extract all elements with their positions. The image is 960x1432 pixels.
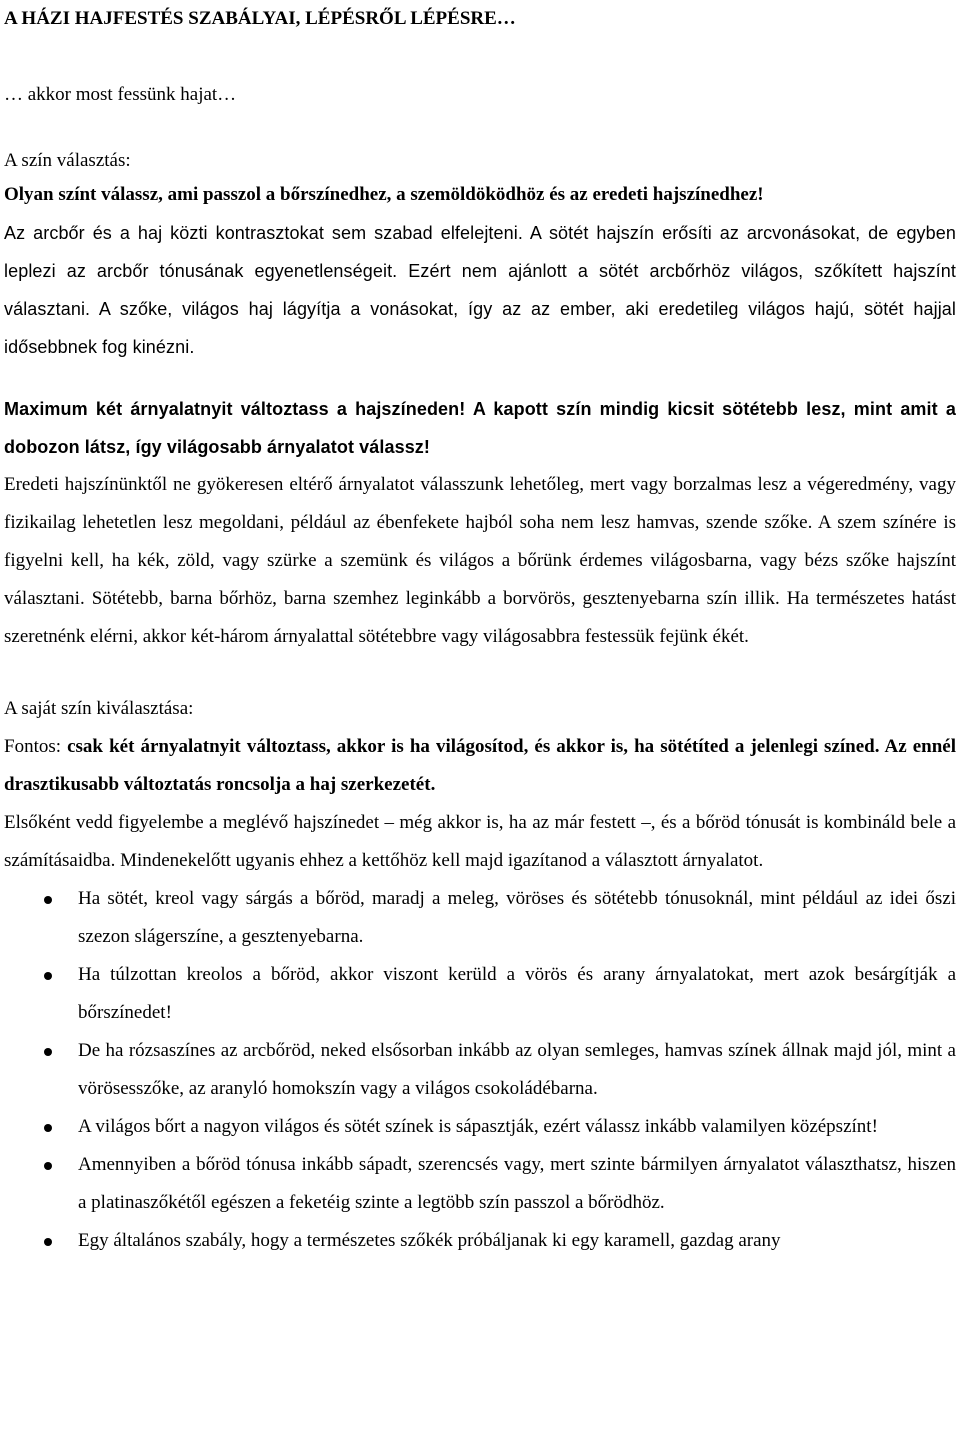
section-heading-color-choice: A szín választás: xyxy=(4,150,131,171)
bullet-icon xyxy=(44,1162,52,1170)
important-paragraph xyxy=(4,728,956,804)
first-consider-paragraph: Elsőként vedd figyelembe a meglévő hajszínedet – még akkor is, ha az már festett –, és a bőröd tónusát is kombináld bele a számításaidba. Mindenekelőtt ugyanis ehhez a kettőhöz kell majd igazítanod a választott árnyalatot. xyxy=(4,812,956,871)
bullet-icon xyxy=(44,1238,52,1246)
contrast-paragraph: Az arcbőr és a haj közti kontrasztokat sem szabad elfelejteni. A sötét hajszín erősíti az arcvonásokat, de egyben leplezi az arcbőr tónusának egyenetlenségeit. Ezért nem ajánlott a sötét arcbőrhöz világos, szőkített hajszínt választani. A szőke, világos haj lágyítja a vonásokat, így az az ember, aki eredetileg világos hajú, sötét hajjal idősebbnek fog kinézni. xyxy=(4,223,956,357)
important-bold-text: csak két árnyalatnyit változtass, akkor is ha világosítod, és akkor is, ha sötétíted a jelenlegi színed. Az ennél drasztikusabb változtatás roncsolja a haj szerkezetét. xyxy=(4,736,956,795)
intro-bold-paragraph: Olyan színt válassz, ami passzol a bőrszínedhez, a szemöldöködhöz és az eredeti hajszínedhez! xyxy=(4,184,764,205)
list-item: Egy általános szabály, hogy a természetes szőkék próbáljanak ki egy karamell, gazdag arany xyxy=(4,1222,956,1260)
list-item: Ha sötét, kreol vagy sárgás a bőröd, maradj a meleg, vöröses és sötétebb tónusoknál, mint például az idei őszi szezon slágerszíne, a gesztenyebarna. xyxy=(4,880,956,956)
document-subtitle: … akkor most fessünk hajat… xyxy=(4,84,237,105)
document-title: A HÁZI HAJFESTÉS SZABÁLYAI, LÉPÉSRŐL LÉPÉSRE… xyxy=(4,8,516,29)
list-item: Amennyiben a bőröd tónusa inkább sápadt, szerencsés vagy, mert szinte bármilyen árnyalatot választhatsz, hiszen a platinaszőkétől egészen a feketéig szinte a legtöbb szín passzol a bőrödhöz. xyxy=(4,1146,956,1222)
list-item: Ha túlzottan kreolos a bőröd, akkor viszont kerüld a vörös és arany árnyalatokat, mert azok besárgítják a bőrszínedet! xyxy=(4,956,956,1032)
original-color-paragraph: Eredeti hajszínünktől ne gyökeresen eltérő árnyalatot válasszunk lehetőleg, mert vagy borzalmas lesz a végeredmény, vagy fizikailag lehetetlen lesz megoldani, például az ébenfekete hajból soha nem lesz hamvas, szende szőke. A szem színére is figyelni kell, ha kék, zöld, vagy szürke a szemünk és világos a bőrünk érdemes világosbarna, vagy bézs szőke hajszínt választani. Sötétebb, barna bőrhöz, barna szemhez leginkább a borvörös, gesztenyebarna szín illik. Ha természetes hatást szeretnénk elérni, akkor két-három árnyalattal sötétebbre vagy világosabbra festessük fejünk ékét. xyxy=(4,474,956,647)
skin-tone-list xyxy=(4,880,956,1260)
important-label: Fontos: xyxy=(4,736,62,757)
list-item: De ha rózsaszínes az arcbőröd, neked elsősorban inkább az olyan semleges, hamvas színek állnak majd jól, mint a vörösesszőke, az aranyló homokszín vagy a világos csokoládébarna. xyxy=(4,1032,956,1108)
bullet-icon xyxy=(44,896,52,904)
list-item: A világos bőrt a nagyon világos és sötét színek is sápasztják, ezért válassz inkább valamilyen középszínt! xyxy=(4,1108,956,1146)
bullet-icon xyxy=(44,1124,52,1132)
max-two-shades-paragraph: Maximum két árnyalatnyit változtass a hajszíneden! A kapott szín mindig kicsit sötétebb lesz, mint amit a dobozon látsz, így világosabb árnyalatot válassz! xyxy=(4,399,956,457)
bullet-icon xyxy=(44,972,52,980)
bullet-icon xyxy=(44,1048,52,1056)
section-heading-own-color: A saját szín kiválasztása: xyxy=(4,698,194,719)
